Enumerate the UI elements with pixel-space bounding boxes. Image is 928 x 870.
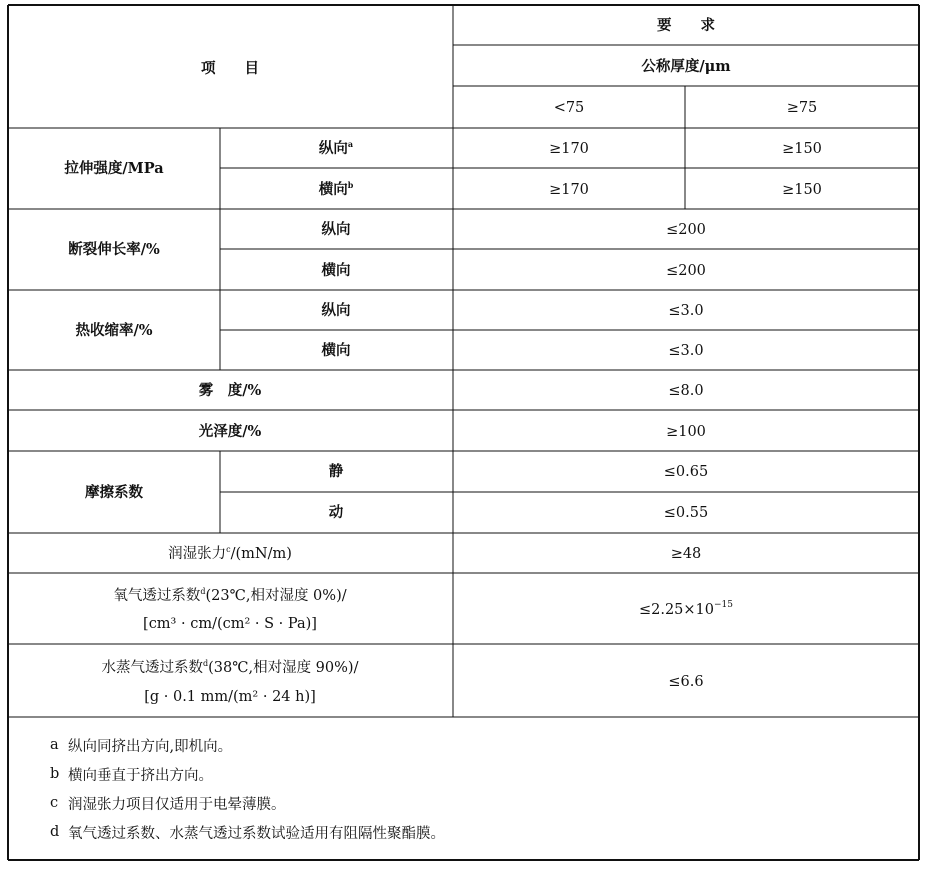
vapor-label-line2: [g · 0.1 mm/(m² · 24 h)] [144,689,316,705]
shrinkage-label: 热收缩率/% [75,322,153,339]
footnote-mark: a [50,737,59,753]
footnotes [50,737,445,842]
wetting-label: 润湿张力$^c$/(mN/m) [168,545,292,562]
gloss-value: ≥100 [666,424,706,440]
gloss-label: 光泽度/% [198,423,262,440]
tensile-td-lt-value: ≥170 [549,182,589,198]
footnote-text: 氧气透过系数、水蒸气透过系数试验适用有阻隔性聚酯膜。 [68,826,445,842]
footnote-mark-c: c [226,545,231,554]
footnote-mark: c [50,795,59,811]
footnote-mark: d [50,824,60,840]
tensile-label: 拉伸强度/MPa [64,160,164,177]
oxygen-label-line2: [cm³ · cm/(cm² · S · Pa)] [143,616,317,632]
wetting-value: ≥48 [670,546,702,562]
footnote-mark: b [50,766,60,782]
tensile-td-label: 横向$^b$ [318,180,354,198]
oxygen-label-line1: 氧气透过系数$^d$(23℃,相对湿度 0%)/ [113,587,347,604]
friction-dynamic-value: ≤0.55 [663,505,709,521]
friction-label: 摩擦系数 [85,484,143,501]
elongation-md-label: 纵向 [321,221,351,238]
elongation-td-value: ≤200 [666,263,706,279]
requirement-header: 要 求 [657,17,715,34]
footnote-text: 横向垂直于挤出方向。 [68,768,213,784]
thickness-lt-header: <75 [553,100,585,116]
footnote-mark-a: a [347,139,354,149]
elongation-td-label: 横向 [321,262,351,279]
table-grid [8,5,919,860]
vapor-value: ≤6.6 [668,674,704,690]
elongation-label: 断裂伸长率/% [68,241,160,258]
tensile-md-lt-value: ≥170 [549,141,589,157]
shrinkage-md-label: 纵向 [321,302,351,319]
vapor-label-line1: 水蒸气透过系数$^d$(38℃,相对湿度 90%)/ [101,659,359,676]
tensile-td-ge-value: ≥150 [782,182,822,198]
item-header: 项 目 [201,60,259,77]
tensile-md-label: 纵向$^a$ [318,139,354,157]
shrinkage-md-value: ≤3.0 [668,303,704,319]
thickness-ge-header: ≥75 [786,100,818,116]
oxygen-value: $\le 2.25\times 10^{-15}$ [638,600,734,618]
elongation-md-value: ≤200 [666,222,706,238]
friction-dynamic-label: 动 [328,504,344,521]
thickness-header: 公称厚度/μm [641,58,731,75]
footnote-mark-d: d [203,659,209,668]
tensile-md-ge-value: ≥150 [782,141,822,157]
footnote-mark-d: d [200,587,206,596]
footnote-text: 润湿张力项目仅适用于电晕薄膜。 [68,797,286,813]
shrinkage-td-label: 横向 [321,342,351,359]
shrinkage-td-value: ≤3.0 [668,343,704,359]
friction-static-value: ≤0.65 [663,464,709,480]
haze-value: ≤8.0 [668,383,704,399]
footnote-text: 纵向同挤出方向,即机向。 [68,739,233,755]
oxygen-value-exponent: −15 [714,600,734,610]
footnote-mark-b: b [347,180,354,190]
friction-static-label: 静 [328,463,344,480]
haze-label: 雾 度/% [198,382,262,399]
